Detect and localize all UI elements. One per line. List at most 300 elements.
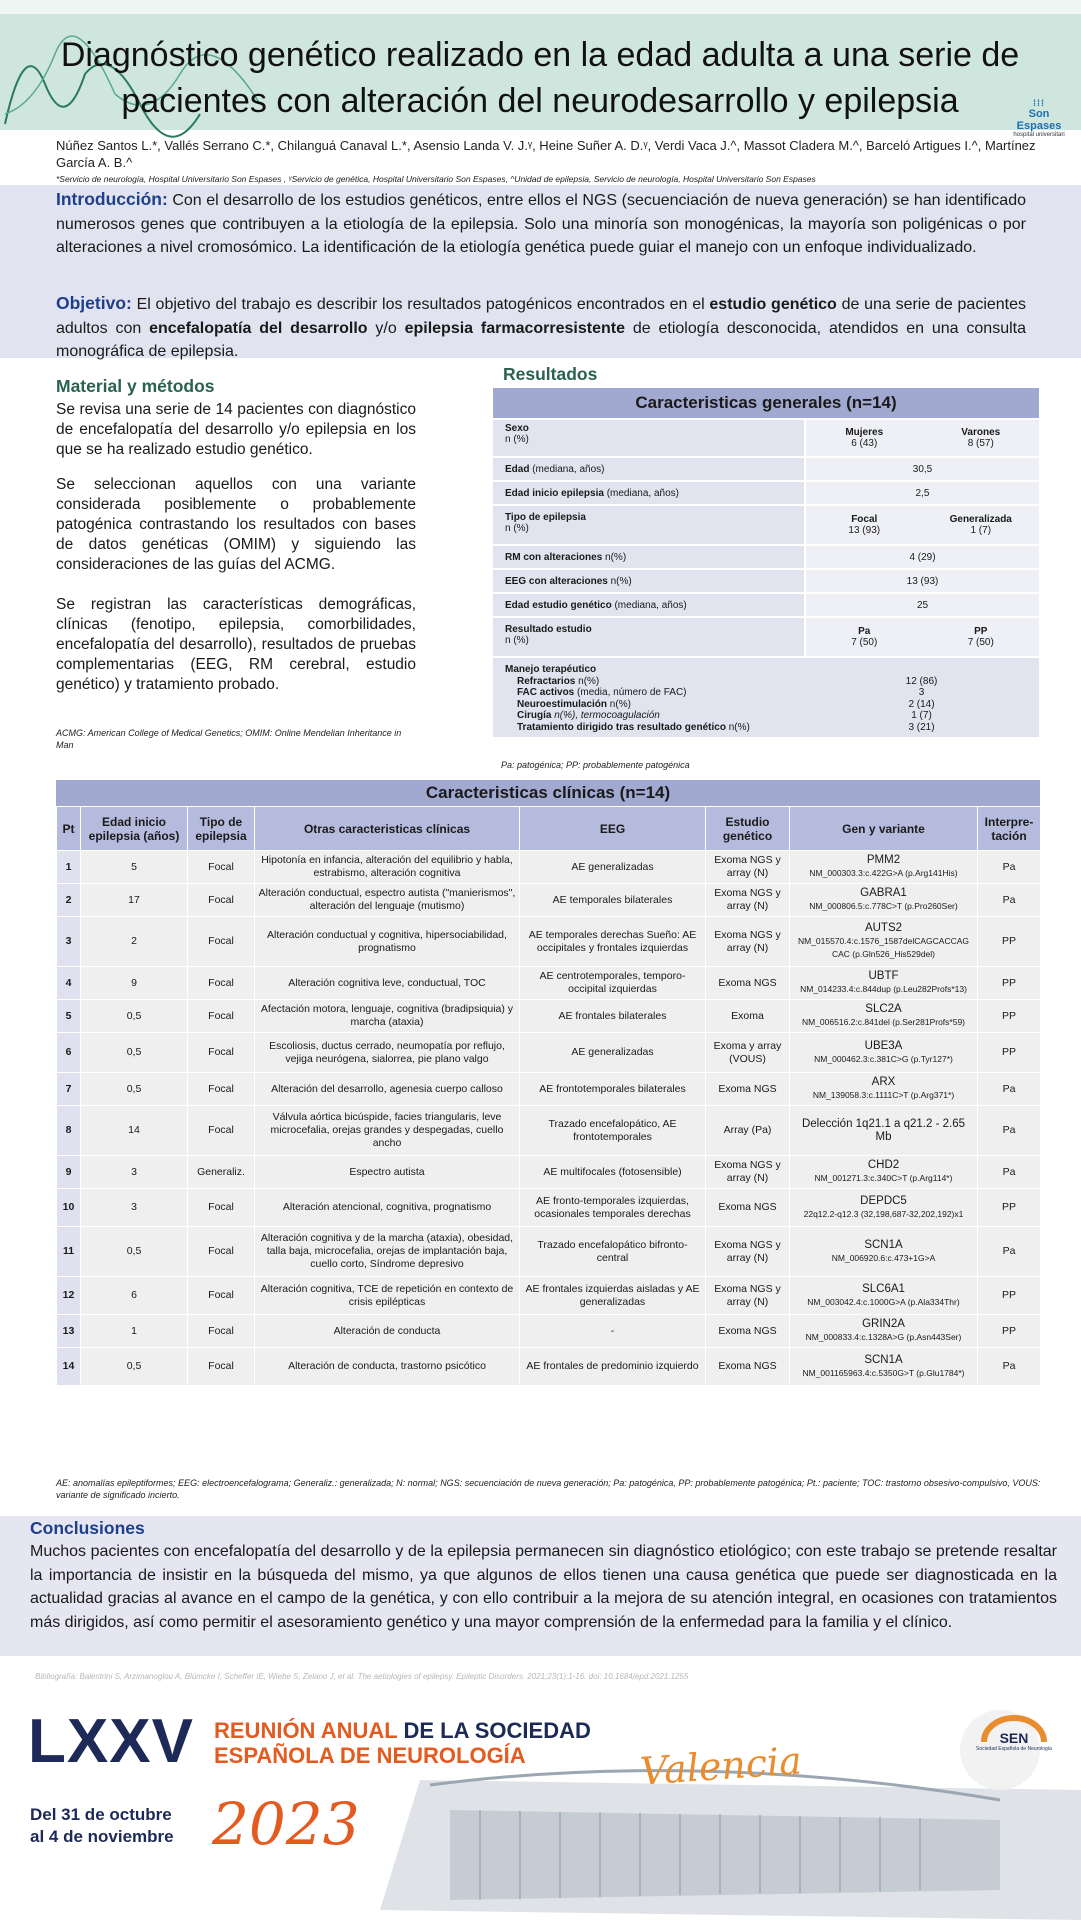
genetic-study-cell: Exoma NGS y array (N): [706, 1277, 790, 1315]
label-unit: (mediana, años): [529, 464, 605, 475]
eeg-cell: Trazado encefalopático, AE frontotemporales: [520, 1106, 706, 1156]
label-text: Edad estudio genético: [505, 600, 612, 611]
methods-paragraph-2: Se seleccionan aquellos con una variante considerada posiblemente o probablemente patogénica contrastando los resultados con bases de datos genéticas (OMIM) y siguiendo las consideraciones de las guías del ACMG.: [56, 476, 416, 573]
patient-id-cell: 9: [57, 1156, 81, 1189]
row-values: [804, 618, 1039, 656]
col-header: EEG: [520, 807, 706, 851]
value-num: 4 (29): [909, 551, 936, 563]
row-label: [493, 420, 804, 456]
objective-text-3: y/o: [367, 319, 405, 337]
results-footnote: Pa: patogénica; PP: probablemente patogénica: [501, 760, 690, 770]
table-row: [57, 1000, 1041, 1033]
value-num: 12 (86): [905, 675, 938, 687]
genetic-study-cell: Exoma NGS: [706, 1348, 790, 1386]
interpretation-cell: PP: [978, 1189, 1041, 1227]
gene-variant-cell: [790, 1156, 978, 1189]
patient-id-cell: 7: [57, 1073, 81, 1106]
epilepsy-type-cell: Focal: [188, 1106, 255, 1156]
variant: 22q12.2-q12.3 (32,198,687-32,202,192)x1: [803, 1208, 964, 1219]
onset-age-cell: 1: [81, 1315, 188, 1348]
variant: NM_000303.3:c.422G>A (p.Arg141His): [809, 868, 958, 878]
gene-name: GABRA1: [860, 887, 907, 899]
methods-paragraph-1: Se revisa una serie de 14 pacientes con diagnóstico de encefalopatía del desarrollo y/o epilepsia en los que se ha realizado estudio genético.: [56, 401, 416, 458]
label-unit: n (%): [505, 523, 529, 534]
table-row: [57, 1156, 1041, 1189]
value-num: 1 (7): [911, 710, 932, 721]
objective-text-1: El objetivo del trabajo es describir los resultados patogénicos encontrados en el: [131, 296, 710, 313]
table-row: [57, 1033, 1041, 1073]
patient-id-cell: 2: [57, 884, 81, 917]
value-num: 13 (93): [848, 525, 881, 536]
manejo-cirugia: [505, 710, 1039, 722]
gene-name: SCN1A: [864, 1353, 903, 1366]
authors: Núñez Santos L.*, Vallés Serrano C.*, Chilanguá Canaval L.*, Asensio Landa V. J.ᵞ, Heine Suñer A. D.ᵞ, Verdi Vaca J.^, Massot Cladera M.^, Barceló Artigues I.^, Martínez García A. B.^: [56, 138, 1036, 170]
label-text: Sexo: [505, 423, 529, 434]
manejo-header: [505, 664, 1039, 676]
eeg-cell: AE frontotemporales bilaterales: [520, 1073, 706, 1106]
objective-bold-3: epilepsia farmacorresistente: [404, 319, 625, 337]
variant: NM_003042.4:c.1000G>A (p.Ala334Thr): [807, 1296, 960, 1307]
sen-logo-text: SEN: [999, 1730, 1029, 1746]
table-row: [57, 884, 1041, 917]
gene-name: DEPDC5: [860, 1194, 907, 1207]
value-num: 13 (93): [906, 575, 939, 587]
gene-variant-cell: [790, 851, 978, 884]
value-num: 2 (14): [908, 698, 935, 710]
objective-bold-2: encefalopatía del desarrollo: [149, 319, 368, 337]
gene-name: PMM2: [866, 854, 901, 866]
row-label: [493, 570, 804, 592]
genetic-study-cell: Exoma NGS: [706, 1073, 790, 1106]
gene-name: ARX: [871, 1076, 896, 1088]
value-pp: [923, 626, 1040, 648]
interpretation-cell: Pa: [978, 1106, 1041, 1156]
clinical-features-cell: Alteración cognitiva, TCE de repetición en contexto de crisis epilépticas: [255, 1277, 520, 1315]
interpretation-cell: Pa: [978, 851, 1041, 884]
clinical-features-cell: Alteración cognitiva y de la marcha (ataxia), obesidad, talla baja, microcefalia, orejas de implantación baja, cuello corto, Síndrome depresivo: [255, 1227, 520, 1277]
epilepsy-type-cell: Focal: [188, 1189, 255, 1227]
value-head: Varones: [961, 427, 1001, 438]
table-row: [57, 1189, 1041, 1227]
table-row: [57, 1106, 1041, 1156]
table-header-row: [57, 807, 1041, 851]
date-line-1: Del 31 de octubre: [30, 1805, 172, 1824]
gene-name: CHD2: [867, 1159, 900, 1171]
patient-id-cell: 14: [57, 1348, 81, 1386]
variant: NM_000833.4:c.1328A>G (p.Asn443Ser): [805, 1332, 962, 1342]
gene-variant-cell: [790, 1348, 978, 1386]
value-pa: [806, 626, 923, 648]
manejo-neuro: [505, 699, 1039, 711]
gene-name: Delección 1q21.1 a q21.2 - 2.65 Mb: [801, 1117, 966, 1143]
eeg-cell: AE frontales de predominio izquierdo: [520, 1348, 706, 1386]
genetic-study-cell: Array (Pa): [706, 1106, 790, 1156]
congress-edition: LXXV: [28, 1707, 194, 1776]
row-inicio: [493, 480, 1039, 504]
objective-text-4: de etiología desconocida, atendidos en una consulta monográfica de epilepsia.: [56, 319, 1026, 360]
patient-id-cell: 8: [57, 1106, 81, 1156]
table-row: [57, 1073, 1041, 1106]
eeg-cell: AE centrotemporales, temporo-occipital izquierdas: [520, 967, 706, 1000]
onset-age-cell: 14: [81, 1106, 188, 1156]
variant: NM_006516.2:c.841del (p.Ser281Profs*59): [801, 1017, 966, 1027]
label-text: Tipo de epilepsia: [505, 512, 586, 523]
row-eeg: [493, 568, 1039, 592]
clinical-features-cell: Espectro autista: [255, 1156, 520, 1189]
eeg-cell: AE temporales derechas Sueño: AE occipitales y frontales izquierdas: [520, 917, 706, 967]
gene-variant-cell: [790, 1106, 978, 1156]
manejo-fac: [505, 687, 1039, 699]
date-line-2: al 4 de noviembre: [30, 1827, 174, 1846]
epilepsy-type-cell: Focal: [188, 1000, 255, 1033]
title-line-1: Diagnóstico genético realizado en la edad adulta a una serie de: [60, 36, 1020, 74]
table-row: [57, 967, 1041, 1000]
onset-age-cell: 17: [81, 884, 188, 917]
onset-age-cell: 0,5: [81, 1073, 188, 1106]
eeg-cell: AE frontales izquierdas aisladas y AE generalizadas: [520, 1277, 706, 1315]
row-sexo: [493, 418, 1039, 456]
congress-dates: [30, 1804, 174, 1848]
table-row: [57, 917, 1041, 967]
interpretation-cell: PP: [978, 1033, 1041, 1073]
clinical-features-cell: Alteración conductual y cognitiva, hipersociabilidad, prognatismo: [255, 917, 520, 967]
value-num: 7 (50): [967, 637, 994, 648]
variant: NM_014233.4:c.844dup (p.Leu282Profs*13): [800, 984, 967, 994]
patient-id-cell: 1: [57, 851, 81, 884]
genetic-study-cell: Exoma NGS y array (N): [706, 917, 790, 967]
conclusions-heading: Conclusiones: [30, 1518, 145, 1538]
gene-name: UBTF: [868, 970, 899, 982]
value-num: 6 (43): [851, 438, 878, 449]
objective-text-2: de una serie de pacientes adultos con: [56, 296, 1027, 337]
clinical-features-cell: Afectación motora, lenguaje, cognitiva (bradipsiquia) y marcha (ataxia): [255, 1000, 520, 1033]
patient-id-cell: 3: [57, 917, 81, 967]
row-values: [804, 594, 1039, 616]
row-values: [804, 458, 1039, 480]
label-text: Cirugía: [517, 710, 552, 721]
table-row: [57, 1227, 1041, 1277]
label-unit: n(%): [575, 675, 600, 687]
variant: NM_015570.4:c.1576_1587delCAGCACCAG CAC (p.Gln526_His529del): [797, 936, 970, 959]
eeg-cell: AE frontales bilaterales: [520, 1000, 706, 1033]
label-unit: n(%): [607, 576, 632, 587]
gene-name: AUTS2: [864, 922, 903, 934]
table-row: [57, 1315, 1041, 1348]
gene-name: UBE3A: [864, 1039, 903, 1052]
col-header: Tipo de epilepsia: [188, 807, 255, 851]
congress-year: 2023: [212, 1790, 360, 1858]
intro-text: Con el desarrollo de los estudios genéticos, entre ellos el NGS (secuenciación de nueva generación) se han identificado numerosos genes que contribuyen a la etiología de la epilepsia. Solo una minoría son monogénicas, la mayoría son poligénicas o por alteraciones a nivel cromosómico. La identificación de la etiología genética puede guiar el manejo con un enfoque individualizado.: [56, 192, 1026, 256]
clinical-table-body: [57, 851, 1041, 1386]
affiliations: *Servicio de neurología, Hospital Universitario Son Espases , ᵞServicio de genética, Hospital Universitario Son Espases, ^Unidad de epilepsia, Servicio de neurología, Hospital Universitario Son Espases: [56, 174, 816, 184]
epilepsy-type-cell: Focal: [188, 1033, 255, 1073]
row-label: [493, 546, 804, 568]
clinical-features-cell: Alteración conductual, espectro autista ("manierismos", alteración del lenguaje (mutismo): [255, 884, 520, 917]
label-text: EEG con alteraciones: [505, 576, 608, 587]
label-text: RM con alteraciones: [505, 552, 603, 563]
interpretation-cell: Pa: [978, 1348, 1041, 1386]
onset-age-cell: 9: [81, 967, 188, 1000]
gene-variant-cell: [790, 1227, 978, 1277]
general-characteristics-table: [493, 388, 1039, 737]
epilepsy-type-cell: Focal: [188, 967, 255, 1000]
sen-logo: [970, 1712, 1058, 1772]
bibliography: Bibliografía: Balestrini S, Arzimanoglou A, Blümcke I, Scheffer IE, Wiebe S, Zelano J, et al. The aetiologies of epilepsy. Epileptic Disorders. 2021;23(1):1-16. doi: 10.1684/epd.2021.1255: [35, 1672, 689, 1681]
methods-paragraph-3: Se registran las características demográficas, clínicas (fenotipo, epilepsia, comorbilidades, encefalopatía del desarrollo), resultados de pruebas complementarias (EEG, RM cerebral, estudio genético) y tratamiento probado.: [56, 596, 416, 693]
manejo-tratamiento: [505, 722, 1039, 734]
col-header: Interpre-tación: [978, 807, 1041, 851]
eeg-cell: AE fronto-temporales izquierdas, ocasionales temporales derechas: [520, 1189, 706, 1227]
onset-age-cell: 5: [81, 851, 188, 884]
interpretation-cell: PP: [978, 917, 1041, 967]
gene-variant-cell: [790, 1000, 978, 1033]
label-text: Resultado estudio: [505, 624, 592, 635]
patient-id-cell: 10: [57, 1189, 81, 1227]
clinical-table-title: Caracteristicas clínicas (n=14): [56, 780, 1040, 806]
congress-name: [214, 1718, 591, 1768]
value-head: PP: [974, 626, 988, 637]
row-values: [804, 420, 1039, 456]
epilepsy-type-cell: Focal: [188, 1073, 255, 1106]
poster-title: [30, 32, 1050, 124]
label-unit: n (%): [505, 434, 529, 445]
genetic-study-cell: Exoma NGS: [706, 1189, 790, 1227]
gene-variant-cell: [790, 1189, 978, 1227]
col-header: Pt: [57, 807, 81, 851]
clinical-features-cell: Hipotonía en infancia, alteración del equilibrio y habla, estrabismo, alteración cognitiva: [255, 851, 520, 884]
row-estudio: [493, 592, 1039, 616]
onset-age-cell: 0,5: [81, 1348, 188, 1386]
gene-name: GRIN2A: [862, 1318, 905, 1330]
interpretation-cell: PP: [978, 1277, 1041, 1315]
col-header: Gen y variante: [790, 807, 978, 851]
row-label: [493, 458, 804, 480]
gene-name: SLC6A1: [862, 1282, 905, 1295]
genetic-study-cell: Exoma NGS y array (N): [706, 1227, 790, 1277]
row-values: [804, 570, 1039, 592]
onset-age-cell: 6: [81, 1277, 188, 1315]
variant: NM_139058.3:c.1111C>T (p.Arg371*): [812, 1090, 955, 1100]
row-label: [493, 594, 804, 616]
genetic-study-cell: Exoma y array (VOUS): [706, 1033, 790, 1073]
label-unit: n(%): [607, 698, 631, 710]
interpretation-cell: PP: [978, 1000, 1041, 1033]
eeg-cell: AE generalizadas: [520, 1033, 706, 1073]
general-table-title: Caracteristicas generales (n=14): [493, 388, 1039, 418]
genetic-study-cell: Exoma NGS y array (N): [706, 1156, 790, 1189]
logo-dots-icon: ⁞⁞⁞: [1033, 98, 1045, 108]
value-varones: [923, 427, 1040, 449]
logo-name: Son Espases: [1016, 108, 1062, 132]
genetic-study-cell: Exoma NGS y array (N): [706, 884, 790, 917]
intro-label: Introducción:: [56, 189, 168, 209]
label-text: FAC activos: [517, 687, 575, 698]
row-tipo: [493, 504, 1039, 544]
value-head: Pa: [858, 626, 871, 637]
variant: NM_001271.3:c.340C>T (p.Arg114*): [814, 1173, 953, 1183]
clinical-characteristics-table: [56, 780, 1040, 1386]
objective-bold-1: estudio genético: [709, 296, 837, 313]
patient-id-cell: 6: [57, 1033, 81, 1073]
patient-id-cell: 4: [57, 967, 81, 1000]
row-values: [804, 482, 1039, 504]
clinical-table: [56, 806, 1041, 1386]
methods-note: ACMG: American College of Medical Genetics; OMIM: Online Mendelian Inheritance in Man: [56, 728, 402, 750]
row-values: [804, 546, 1039, 568]
interpretation-cell: PP: [978, 1315, 1041, 1348]
eeg-cell: AE generalizadas: [520, 851, 706, 884]
epilepsy-type-cell: Focal: [188, 884, 255, 917]
label-unit: (mediana, años): [603, 488, 679, 499]
label-text: Manejo terapéutico: [505, 664, 597, 675]
col-header: Edad inicio epilepsia (años): [81, 807, 188, 851]
eeg-cell: AE multifocales (fotosensible): [520, 1156, 706, 1189]
label-text: Tratamiento dirigido tras resultado genético: [517, 721, 726, 733]
results-heading: Resultados: [503, 364, 598, 384]
sen-logo-sub: Sociedad Española de Neurología: [976, 1746, 1052, 1752]
col-header: Estudio genético: [706, 807, 790, 851]
onset-age-cell: 3: [81, 1189, 188, 1227]
congress-name-line2: ESPAÑOLA DE NEUROLOGÍA: [214, 1743, 526, 1768]
logo-subtitle: hospital universitari: [1013, 132, 1065, 138]
value-num: 30,5: [912, 463, 933, 475]
congress-city: Valencia: [638, 1738, 804, 1794]
value-head: Mujeres: [845, 427, 884, 438]
eeg-cell: AE temporales bilaterales: [520, 884, 706, 917]
label-unit: n(%): [602, 552, 627, 563]
clinical-features-cell: Alteración de conducta, trastorno psicótico: [255, 1348, 520, 1386]
patient-id-cell: 5: [57, 1000, 81, 1033]
interpretation-cell: Pa: [978, 884, 1041, 917]
value-head: Generalizada: [949, 514, 1012, 525]
value-mujeres: [806, 427, 923, 449]
row-label: [493, 506, 804, 544]
row-values: [804, 506, 1039, 544]
gene-name: SCN1A: [864, 1238, 903, 1251]
variant: NM_000806.5:c.778C>T (p.Pro260Ser): [809, 901, 958, 911]
patient-id-cell: 11: [57, 1227, 81, 1277]
interpretation-cell: Pa: [978, 1156, 1041, 1189]
genetic-study-cell: Exoma NGS: [706, 1315, 790, 1348]
gene-variant-cell: [790, 967, 978, 1000]
interpretation-cell: Pa: [978, 1073, 1041, 1106]
variant: NM_001165963.4:c.5350G>T (p.Glu1784*): [802, 1367, 965, 1378]
value-num: 3 (21): [908, 721, 935, 733]
variant: NM_006920.6:c.473+1G>A: [831, 1252, 936, 1263]
patient-id-cell: 12: [57, 1277, 81, 1315]
label-text: Edad: [505, 464, 530, 475]
row-edad: [493, 456, 1039, 480]
gene-variant-cell: [790, 1315, 978, 1348]
epilepsy-type-cell: Focal: [188, 851, 255, 884]
gene-variant-cell: [790, 917, 978, 967]
label-unit: n(%): [725, 721, 750, 733]
onset-age-cell: 3: [81, 1156, 188, 1189]
value-num: 7 (50): [851, 637, 878, 648]
value-num: 2,5: [915, 487, 930, 499]
epilepsy-type-cell: Focal: [188, 1227, 255, 1277]
methods-heading: Material y métodos: [56, 376, 215, 396]
genetic-study-cell: Exoma NGS: [706, 967, 790, 1000]
variant: NM_000462.3:c.381C>G (p.Tyr127*): [814, 1053, 953, 1064]
sen-logo-icon: [970, 1712, 1058, 1772]
interpretation-cell: PP: [978, 967, 1041, 1000]
manejo-refractarios: [505, 676, 1039, 688]
label-text: Refractarios: [517, 675, 576, 687]
value-generalizada: [923, 514, 1040, 536]
title-line-2: pacientes con alteración del neurodesarrollo y epilepsia: [121, 82, 959, 120]
clinical-features-cell: Alteración del desarrollo, agenesia cuerpo calloso: [255, 1073, 520, 1106]
row-manejo: [493, 656, 1039, 737]
label-unit: (media, número de FAC): [574, 687, 687, 698]
introduction: [56, 188, 1026, 260]
row-resultado: [493, 616, 1039, 656]
row-rm: [493, 544, 1039, 568]
label-unit: n(%), termocoagulación: [551, 710, 660, 721]
value-num: 25: [916, 599, 929, 611]
genetic-study-cell: Exoma: [706, 1000, 790, 1033]
gene-variant-cell: [790, 1033, 978, 1073]
value-focal: [806, 514, 923, 536]
conclusions-text: Muchos pacientes con encefalopatía del desarrollo y de la epilepsia permanecen sin diagnóstico etiológico; con este trabajo se pretende resaltar la importancia de insistir en la búsqueda del mismo, ya que algunos de ellos tienen una causa genética que puede ser diagnosticada en la actualidad gracias al avance en el campo de la genética, y con ello contribuir a la mejora de su atención integral, en ocasiones con tratamientos más dirigidos, así como permitir el asesoramiento genético y una mayor comprensión de la enfermedad para la familia y el clínico.: [30, 1543, 1057, 1631]
objective: [56, 292, 1026, 364]
label-text: Neuroestimulación: [517, 698, 608, 710]
value-num: 8 (57): [967, 438, 994, 449]
onset-age-cell: 2: [81, 917, 188, 967]
congress-name-part1: REUNIÓN ANUAL: [214, 1718, 404, 1743]
interpretation-cell: Pa: [978, 1227, 1041, 1277]
hospital-logo: [1009, 98, 1069, 138]
epilepsy-type-cell: Generaliz.: [188, 1156, 255, 1189]
epilepsy-type-cell: Focal: [188, 1315, 255, 1348]
clinical-footnote: AE: anomalías epileptiformes; EEG: electroencefalograma; Generaliz.: generalizada; N: normal; NGS: secuenciación de nueva generación; Pa: patogénica, PP: probablemente patogénica; Pt.: paciente; TOC: trastorno obsesivo-compulsivo, VOUS: variante de significado incierto.: [56, 1478, 1041, 1500]
onset-age-cell: 0,5: [81, 1033, 188, 1073]
eeg-cell: -: [520, 1315, 706, 1348]
table-row: [57, 1277, 1041, 1315]
clinical-features-cell: Alteración atencional, cognitiva, prognatismo: [255, 1189, 520, 1227]
epilepsy-type-cell: Focal: [188, 917, 255, 967]
label-text: Edad inicio epilepsia: [505, 488, 604, 499]
epilepsy-type-cell: Focal: [188, 1277, 255, 1315]
table-row: [57, 1348, 1041, 1386]
epilepsy-type-cell: Focal: [188, 1348, 255, 1386]
row-label: [493, 618, 804, 656]
value-num: 3: [918, 687, 925, 698]
row-label: [493, 482, 804, 504]
col-header: Otras caracteristicas clínicas: [255, 807, 520, 851]
value-num: 1 (7): [970, 525, 992, 536]
eeg-cell: Trazado encefalopático bifronto-central: [520, 1227, 706, 1277]
onset-age-cell: 0,5: [81, 1000, 188, 1033]
label-unit: (mediana, años): [611, 600, 687, 611]
clinical-features-cell: Alteración cognitiva leve, conductual, TOC: [255, 967, 520, 1000]
value-head: Focal: [851, 514, 878, 525]
table-row: [57, 851, 1041, 884]
label-unit: n (%): [505, 635, 529, 646]
clinical-features-cell: Escoliosis, ductus cerrado, neumopatía por reflujo, vejiga neurógena, sialorrea, pie plano valgo: [255, 1033, 520, 1073]
congress-name-part2: DE LA SOCIEDAD: [403, 1718, 591, 1743]
gene-variant-cell: [790, 1073, 978, 1106]
patient-id-cell: 13: [57, 1315, 81, 1348]
gene-variant-cell: [790, 1277, 978, 1315]
clinical-features-cell: Alteración de conducta: [255, 1315, 520, 1348]
onset-age-cell: 0,5: [81, 1227, 188, 1277]
poster-header: [0, 0, 1081, 138]
clinical-features-cell: Válvula aórtica bicúspide, facies triangularis, leve microcefalia, orejas grandes y despegadas, cuello ancho: [255, 1106, 520, 1156]
genetic-study-cell: Exoma NGS y array (N): [706, 851, 790, 884]
objective-label: Objetivo:: [56, 293, 132, 313]
gene-name: SLC2A: [865, 1003, 902, 1015]
